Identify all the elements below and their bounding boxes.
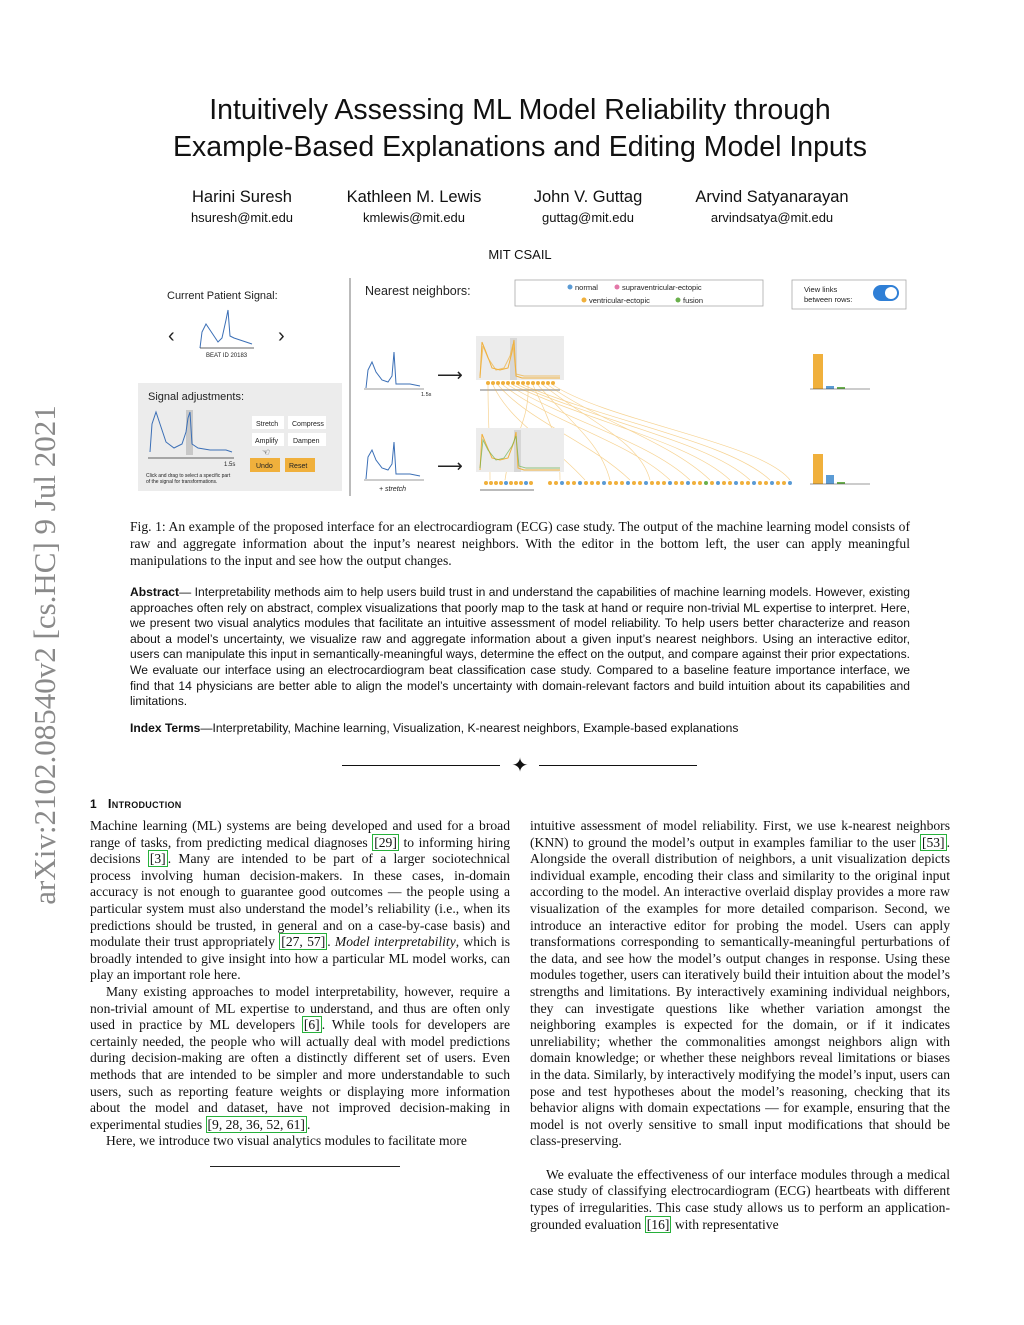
current-signal-label: Current Patient Signal:: [167, 290, 278, 302]
abstract: [130, 585, 910, 710]
row1-bar-normal: [826, 386, 834, 389]
abstract-text: Interpretability methods aim to help users build trust in and understand the capabilities of machine learning models. However, existing approaches often rely on abstract, complex visualizations that poorly map to the task at hand or require non-trivial ML expertise to interpret. Here, we present two visual analytics modules that facilitate an intuitive assessment of model reliability. To help users better characterize and reason about a model’s uncertainty, we visualize raw and aggregate information about a given input’s nearest neighbors. Using an interactive editor, users can manipulate this input in semantically-meaningful ways, determine the effect on the output, and compare against their prior expectations. We evaluate our interface using an electrocardiogram beat classification case study. Compared to a baseline feature importance interface, we find that 14 physicians are better able to align the model’s uncertainty with domain-relevant factors and build intuition about its capabilities and limitations.: [130, 585, 910, 709]
amplify-label: Amplify: [255, 438, 278, 445]
stretch-annotation: + stretch: [379, 486, 407, 493]
author-3: [493, 186, 683, 228]
stretch-label: Stretch: [256, 421, 279, 428]
author-name: Harini Suresh: [192, 188, 292, 206]
current-signal-trace: [200, 310, 252, 348]
citation[interactable]: [3]: [149, 851, 166, 867]
citation[interactable]: [29]: [374, 834, 397, 850]
row2-arrow: ⟶: [437, 456, 463, 476]
selected-region[interactable]: [186, 410, 193, 455]
author-name: Kathleen M. Lewis: [346, 188, 482, 206]
author-name: John V. Guttag: [533, 188, 643, 206]
view-links-line-1: View links: [804, 285, 838, 294]
prev-beat-button[interactable]: ‹: [168, 325, 175, 347]
divider-rule-right: [539, 765, 697, 766]
text-run: Many existing approaches to model interpretability, however, require a non-trivial amount of ML expertise to understand, and thus are often only used in practice by ML developers: [90, 983, 510, 1033]
author-1: [147, 186, 337, 228]
text-run: , which is broadly intended to give insight into how a particular ML model works, can play an important role here.: [90, 934, 511, 983]
reset-label: Reset: [289, 463, 308, 470]
citation[interactable]: [16]: [646, 1216, 670, 1232]
row2-bar-ve: [813, 454, 823, 484]
abstract-label: Abstract: [130, 585, 180, 599]
citation[interactable]: [27, 57]: [281, 934, 326, 950]
legend-normal-dot: [568, 285, 573, 290]
author-name: Arvind Satyanarayan: [695, 188, 849, 206]
intro-paragraph-5: [530, 1167, 950, 1233]
row1-arrow: ⟶: [437, 365, 463, 385]
index-terms: [130, 721, 910, 737]
text-run: intuitive assessment of model reliability. First, we use k-nearest neighbors (KNN) to ground the model’s output in examples familiar to the user: [530, 818, 950, 850]
editor-time-label: 1.5s: [224, 462, 236, 468]
click-hint-2: of the signal for transformations.: [146, 479, 218, 485]
row1-query-trace: [366, 352, 420, 388]
legend-sve: supraventricular-ectopic: [622, 283, 702, 292]
index-terms-text: —Interpretability, Machine learning, Visualization, K-nearest neighbors, Example-based explanations: [200, 721, 739, 735]
signal-adjustments-label: Signal adjustments:: [148, 391, 244, 403]
text-run: with representative: [671, 1216, 779, 1232]
legend-sve-dot: [615, 285, 620, 290]
right-column: [530, 818, 950, 1233]
next-beat-button[interactable]: ›: [278, 325, 285, 347]
section-heading: [90, 796, 182, 811]
figure-1: [130, 272, 910, 502]
undo-button[interactable]: [250, 458, 280, 472]
row1-time-label: 1.5s: [421, 392, 432, 398]
figure-caption: Fig. 1: An example of the proposed interface for an electrocardiogram (ECG) case study. The output of the machine learning model consists of raw and aggregate information about the input’s nearest neighbors. With the editor in the bottom left, the user can apply meaningful manipulations to the input and see how the output changes.: [130, 519, 910, 568]
intro-paragraph-2: [90, 984, 510, 1133]
beat-id: BEAT ID 20183: [206, 353, 248, 359]
view-links-line-2: between rows:: [804, 295, 853, 304]
click-hint-1: Click and drag to select a specific part: [146, 473, 231, 479]
compress-button[interactable]: [288, 416, 326, 429]
view-links-toggle[interactable]: [873, 285, 899, 301]
author-email[interactable]: kmlewis@mit.edu: [362, 210, 466, 225]
text-run: to informing hiring decisions: [90, 834, 511, 867]
row1-overlay-panel: [476, 336, 564, 380]
section-title: Introduction: [107, 796, 182, 811]
legend-fusion-dot: [676, 298, 681, 303]
divider-star-icon: ✦: [511, 753, 529, 777]
citation[interactable]: [53]: [921, 834, 945, 850]
paper-title: [120, 92, 920, 166]
text-run: .: [327, 934, 335, 950]
legend-ve-dot: [582, 298, 587, 303]
citation[interactable]: [6]: [303, 1017, 320, 1033]
citation[interactable]: [9, 28, 36, 52, 61]: [207, 1116, 305, 1132]
row1-bar-ve: [813, 354, 823, 389]
row2-neighbor-dots[interactable]: [484, 481, 792, 485]
arxiv-stamp: arXiv:2102.08540v2 [cs.HC] 9 Jul 2021: [27, 405, 62, 905]
legend-fusion: fusion: [683, 296, 704, 305]
text-run: Machine learning (ML) systems are being developed and used for a broad range of tasks, from predicting medical diagnoses: [90, 818, 510, 850]
row1-neighbor-dots[interactable]: [486, 381, 555, 385]
legend-ve: ventricular-ectopic: [589, 296, 650, 305]
text-run: We evaluate the effectiveness of our interface modules through a medical case study of classifying electrocardiogram (ECG) heartbeats with different types of irregularities. This case study allows us to perform an application-grounded evaluation: [530, 1166, 950, 1232]
author-4: [677, 186, 867, 228]
stretch-button[interactable]: [252, 416, 284, 429]
author-2: [319, 186, 509, 228]
emphasis: Model interpretability: [334, 934, 456, 950]
legend-normal: normal: [575, 283, 598, 292]
affiliation: MIT CSAIL: [488, 247, 552, 262]
author-email[interactable]: guttag@mit.edu: [542, 210, 634, 225]
intro-paragraph-3: Here, we introduce two visual analytics modules to facilitate more: [106, 1133, 467, 1149]
row2-bar-normal: [826, 475, 834, 484]
title-line-1: Intuitively Assessing ML Model Reliability through: [209, 94, 831, 126]
divider-rule-left: [342, 765, 500, 766]
cursor-hand-icon: ☜: [262, 447, 271, 457]
amplify-button[interactable]: [252, 433, 284, 446]
row2-query-trace: [366, 442, 420, 479]
left-column: [90, 818, 510, 1150]
reset-button[interactable]: [285, 458, 315, 472]
undo-label: Undo: [256, 463, 273, 470]
author-email[interactable]: arvindsatya@mit.edu: [710, 210, 834, 225]
intro-paragraph-1: [90, 818, 510, 984]
section-divider: [340, 754, 700, 778]
text-run: . While tools for developers are certainly needed, the people who will actually deal with model predictions during decision-making are often a distinctly different set of users. Even methods that are intended to be simpler and more understandable to such users, such as reporting feature weights or displaying more information about the model and dataset, have not improved decision-making in experimental studies: [90, 1017, 511, 1132]
text-run: .: [306, 1116, 311, 1132]
abstract-dash: —: [179, 585, 192, 599]
author-email[interactable]: hsuresh@mit.edu: [190, 210, 294, 225]
intro-paragraph-4: [530, 818, 950, 1150]
index-terms-label: Index Terms: [130, 721, 201, 735]
section-number: 1: [90, 797, 97, 811]
compress-label: Compress: [292, 421, 324, 428]
title-line-2: Example-Based Explanations and Editing Model Inputs: [173, 131, 867, 163]
text-run: . Many are intended to be part of a larger sociotechnical process involving human decision-makers. In these cases, in-domain accuracy is not enough to guarantee good outcomes — the people using a particular system must also understand the model’s reliability (i.e., when its predictions should be trusted, in general and on a case-by-case basis) and modulate their trust appropriately: [90, 851, 510, 950]
footnote-rule: [210, 1166, 400, 1167]
nearest-neighbors-label: Nearest neighbors:: [365, 284, 471, 298]
dampen-button[interactable]: [288, 433, 326, 446]
dampen-label: Dampen: [293, 438, 320, 445]
text-run: . Alongside the overall distribution of neighbors, a unit visualization depicts individual example, encoding their class and similarity to the original input according to the model. An interactive overlaid display provides a more raw visualization of the examples for more detailed comparison. Second, we introduce an interactive editor for probing the model. Users can apply transformations corresponding to semantically-meaningful perturbations of the data, and see how the model’s output changes in response. Using these modules together, users can iteratively build their intuition about the model’s strengths and limitations. By interactively examining individual neighbors, they can investigate questions like whether variation amongst the neighboring examples is expected for the domain, or if it indicates unreliability; whether the commonalities amongst neighbors align with domain knowledge; or whether these neighbors reveal limitations or biases in the data. Similarly, by interactively modifying the model’s input, users can pose and test hypotheses about the model’s reasoning, checking that its behavior aligns with domain expectations — for example, ensuring that the model is not overly sensitive to small input modifications that should be class-preserving.: [530, 834, 950, 1149]
